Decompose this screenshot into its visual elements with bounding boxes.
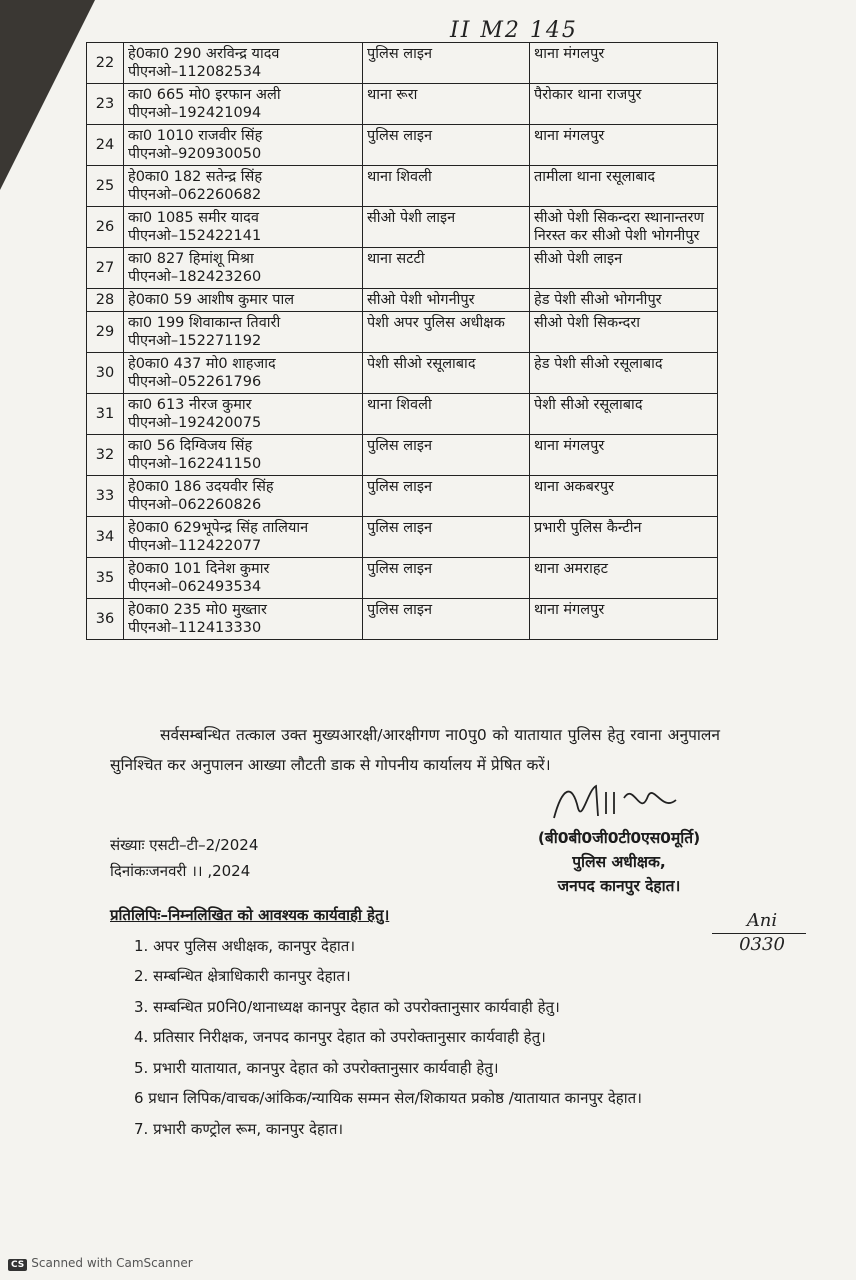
personnel-text: का0 613 नीरज कुमार (128, 397, 252, 413)
serial-number-cell (87, 125, 124, 166)
signatory-name: (बी0बी0जी0टी0एस0मूर्ति) (537, 829, 701, 847)
to-posting-cell (530, 289, 718, 312)
to-posting-text: थाना मंगलपुर (534, 46, 605, 62)
table-row (87, 166, 718, 207)
from-posting-cell (363, 394, 530, 435)
pno-number: पीएनओ–152422141 (128, 228, 262, 244)
copy-list-item: 4. प्रतिसार निरीक्षक, जनपद कानपुर देहात को उपरोक्तानुसार कार्यवाही हेतु। (134, 1028, 546, 1046)
to-posting-cell (530, 599, 718, 640)
personnel-text: का0 665 मो0 इरफान अली (128, 87, 281, 103)
personnel-text: का0 1010 राजवीर सिंह (128, 128, 263, 144)
personnel-text: हे0का0 186 उदयवीर सिंह (128, 479, 274, 495)
to-posting-cell (530, 125, 718, 166)
table-row (87, 353, 718, 394)
pno-number: पीएनओ–112422077 (128, 538, 262, 554)
page-corner-shadow (0, 0, 95, 190)
personnel-text: हे0का0 59 आशीष कुमार पाल (128, 292, 295, 308)
from-posting-text: पुलिस लाइन (367, 46, 432, 62)
copy-list-item: 3. सम्बन्धित प्र0नि0/थानाध्यक्ष कानपुर देहात को उपरोक्तानुसार कार्यवाही हेतु। (134, 997, 560, 1016)
from-posting-cell (363, 435, 530, 476)
personnel-text: हे0का0 290 अरविन्द्र यादव (128, 46, 280, 62)
serial-number-cell (87, 43, 124, 84)
to-posting-cell (530, 353, 718, 394)
to-posting-text: हेड पेशी सीओ भोगनीपुर (534, 292, 662, 308)
personnel-cell (124, 394, 363, 435)
serial-number-text: 35 (95, 570, 115, 586)
copy-heading: प्रतिलिपिः–निम्नलिखित को आवश्यक कार्यवाही हेतु। (110, 906, 390, 924)
serial-number-cell (87, 207, 124, 248)
serial-number-cell (87, 517, 124, 558)
pno-number: पीएनओ–062493534 (128, 579, 262, 595)
pno-number: पीएनओ–062260682 (128, 187, 262, 203)
serial-number-cell (87, 84, 124, 125)
to-posting-text: थाना अमराहट (534, 561, 608, 577)
pno-number: पीएनओ–112413330 (128, 620, 262, 636)
signature-scribble (544, 778, 694, 826)
personnel-text: हे0का0 629भूपेन्द्र सिंह तालियान (128, 520, 309, 536)
personnel-text: का0 827 हिमांशू मिश्रा (128, 251, 254, 267)
serial-number-text: 29 (95, 324, 115, 340)
from-posting-text: थाना सटटी (367, 251, 425, 267)
serial-number-cell (87, 476, 124, 517)
personnel-cell (124, 289, 363, 312)
table-row (87, 248, 718, 289)
scanner-watermark (8, 1256, 193, 1271)
from-posting-cell (363, 289, 530, 312)
from-posting-text: थाना शिवली (367, 169, 432, 185)
from-posting-text: पुलिस लाइन (367, 128, 432, 144)
from-posting-cell (363, 353, 530, 394)
serial-number-cell (87, 353, 124, 394)
table-row (87, 84, 718, 125)
serial-number-text: 27 (95, 260, 115, 276)
table-row (87, 43, 718, 84)
from-posting-text: थाना शिवली (367, 397, 432, 413)
personnel-cell (124, 43, 363, 84)
copy-list-item: 2. सम्बन्धित क्षेत्राधिकारी कानपुर देहात। (134, 967, 351, 985)
serial-number-text: 22 (95, 55, 115, 71)
camscanner-logo-icon: CS (8, 1259, 27, 1271)
to-posting-text: तामीला थाना रसूलाबाद (534, 169, 656, 185)
personnel-text: का0 199 शिवाकान्त तिवारी (128, 315, 281, 331)
table-row (87, 517, 718, 558)
margin-handwritten-note (712, 910, 812, 955)
serial-number-text: 33 (95, 488, 115, 504)
pno-number: पीएनओ–192421094 (128, 105, 262, 121)
to-posting-text: थाना मंगलपुर (534, 602, 605, 618)
personnel-cell (124, 312, 363, 353)
from-posting-text: थाना रूरा (367, 87, 418, 103)
from-posting-cell (363, 207, 530, 248)
to-posting-text: सीओ पेशी लाइन (534, 251, 623, 267)
to-posting-text: थाना अकबरपुर (534, 479, 615, 495)
from-posting-cell (363, 84, 530, 125)
signature-block (514, 778, 724, 898)
serial-number-text: 30 (95, 365, 115, 381)
copy-list (110, 931, 710, 1145)
from-posting-text: पुलिस लाइन (367, 438, 432, 454)
table-row (87, 394, 718, 435)
to-posting-text: प्रभारी पुलिस कैन्टीन (534, 520, 642, 536)
personnel-cell (124, 84, 363, 125)
serial-number-cell (87, 599, 124, 640)
pno-number: पीएनओ–112082534 (128, 64, 262, 80)
serial-number-cell (87, 312, 124, 353)
from-posting-cell (363, 43, 530, 84)
personnel-text: हे0का0 437 मो0 शाहजाद (128, 356, 276, 372)
instruction-paragraph: सर्वसम्बन्धित तत्काल उक्त मुख्यआरक्षी/आरक्षीगण ना0पु0 को यातायात पुलिस हेतु रवाना अनुपालन सुनिश्चित कर अनुपालन आख्या लौटती डाक से गोपनीय कार्यालय में प्रेषित करें। (110, 726, 720, 774)
serial-number-text: 32 (95, 447, 115, 463)
to-posting-text: पेशी सीओ रसूलाबाद (534, 397, 643, 413)
serial-number-cell (87, 435, 124, 476)
from-posting-text: पुलिस लाइन (367, 520, 432, 536)
reference-number: संख्याः एसटी–टी–2/2024 (110, 836, 259, 854)
copy-to-section (110, 900, 710, 1144)
margin-note-top: Ani (746, 910, 778, 931)
personnel-cell (124, 476, 363, 517)
serial-number-text: 24 (95, 137, 115, 153)
table-row (87, 599, 718, 640)
serial-number-text: 34 (95, 529, 115, 545)
table-row (87, 558, 718, 599)
from-posting-cell (363, 476, 530, 517)
from-posting-text: पुलिस लाइन (367, 561, 432, 577)
serial-number-cell (87, 289, 124, 312)
from-posting-text: पेशी अपर पुलिस अधीक्षक (367, 315, 505, 331)
to-posting-cell (530, 312, 718, 353)
to-posting-text: सीओ पेशी सिकन्दरा स्थानान्तरण निरस्त कर सीओ पेशी भोगनीपुर (534, 210, 704, 244)
personnel-cell (124, 353, 363, 394)
pno-number: पीएनओ–052261796 (128, 374, 262, 390)
margin-note-number: 0330 (739, 934, 785, 955)
from-posting-cell (363, 312, 530, 353)
from-posting-text: सीओ पेशी लाइन (367, 210, 456, 226)
from-posting-cell (363, 248, 530, 289)
personnel-text: का0 1085 समीर यादव (128, 210, 259, 226)
serial-number-text: 23 (95, 96, 115, 112)
table-row (87, 435, 718, 476)
reference-block (110, 832, 258, 884)
serial-number-cell (87, 248, 124, 289)
serial-number-text: 36 (95, 611, 115, 627)
copy-list-item: 1. अपर पुलिस अधीक्षक, कानपुर देहात। (134, 936, 356, 955)
transfer-table (86, 42, 718, 640)
pno-number: पीएनओ–062260826 (128, 497, 262, 513)
to-posting-text: हेड पेशी सीओ रसूलाबाद (534, 356, 663, 372)
pno-number: पीएनओ–182423260 (128, 269, 262, 285)
pno-number: पीएनओ–192420075 (128, 415, 262, 431)
table-row (87, 125, 718, 166)
from-posting-cell (363, 517, 530, 558)
personnel-text: का0 56 दिग्विजय सिंह (128, 438, 253, 454)
pno-number: पीएनओ–152271192 (128, 333, 262, 349)
serial-number-cell (87, 558, 124, 599)
serial-number-text: 26 (95, 219, 115, 235)
to-posting-cell (530, 435, 718, 476)
to-posting-cell (530, 43, 718, 84)
to-posting-cell (530, 517, 718, 558)
reference-date: दिनांकःजनवरी ।। ,2024 (110, 862, 251, 880)
serial-number-cell (87, 394, 124, 435)
personnel-cell (124, 558, 363, 599)
copy-list-item: 5. प्रभारी यातायात, कानपुर देहात को उपरोक्तानुसार कार्यवाही हेतु। (134, 1058, 499, 1077)
table-row (87, 207, 718, 248)
personnel-cell (124, 125, 363, 166)
from-posting-text: पुलिस लाइन (367, 602, 432, 618)
to-posting-text: पैरोकार थाना राजपुर (534, 87, 642, 103)
from-posting-cell (363, 599, 530, 640)
signatory-district: जनपद कानपुर देहात। (557, 877, 681, 895)
pno-number: पीएनओ–162241150 (128, 456, 262, 472)
from-posting-cell (363, 558, 530, 599)
to-posting-cell (530, 394, 718, 435)
to-posting-text: सीओ पेशी सिकन्दरा (534, 315, 641, 331)
transfer-table-body (87, 43, 718, 640)
from-posting-cell (363, 125, 530, 166)
from-posting-cell (363, 166, 530, 207)
personnel-text: हे0का0 182 सतेन्द्र सिंह (128, 169, 263, 185)
personnel-cell (124, 207, 363, 248)
to-posting-cell (530, 207, 718, 248)
personnel-cell (124, 517, 363, 558)
to-posting-cell (530, 476, 718, 517)
serial-number-text: 25 (95, 178, 115, 194)
from-posting-text: पेशी सीओ रसूलाबाद (367, 356, 476, 372)
table-row (87, 476, 718, 517)
from-posting-text: पुलिस लाइन (367, 479, 432, 495)
personnel-cell (124, 166, 363, 207)
to-posting-cell (530, 558, 718, 599)
personnel-cell (124, 435, 363, 476)
copy-list-item: 6 प्रधान लिपिक/वाचक/आंकिक/न्यायिक सम्मन सेल/शिकायत प्रकोष्ठ /यातायात कानपुर देहात। (134, 1089, 642, 1107)
to-posting-cell (530, 248, 718, 289)
personnel-text: हे0का0 235 मो0 मुख्तार (128, 602, 267, 618)
personnel-cell (124, 248, 363, 289)
serial-number-text: 31 (95, 406, 115, 422)
scanner-text: Scanned with CamScanner (31, 1256, 193, 1270)
table-row (87, 312, 718, 353)
to-posting-text: थाना मंगलपुर (534, 438, 605, 454)
personnel-text: हे0का0 101 दिनेश कुमार (128, 561, 270, 577)
to-posting-cell (530, 84, 718, 125)
personnel-cell (124, 599, 363, 640)
from-posting-text: सीओ पेशी भोगनीपुर (367, 292, 475, 308)
table-row (87, 289, 718, 312)
serial-number-text: 28 (95, 292, 115, 308)
to-posting-text: थाना मंगलपुर (534, 128, 605, 144)
copy-list-item: 7. प्रभारी कण्ट्रोल रूम, कानपुर देहात। (134, 1119, 344, 1138)
serial-number-cell (87, 166, 124, 207)
signatory-designation: पुलिस अधीक्षक, (572, 853, 666, 871)
pno-number: पीएनओ–920930050 (128, 146, 262, 162)
handwritten-reference: II M2 145 (450, 18, 578, 43)
to-posting-cell (530, 166, 718, 207)
